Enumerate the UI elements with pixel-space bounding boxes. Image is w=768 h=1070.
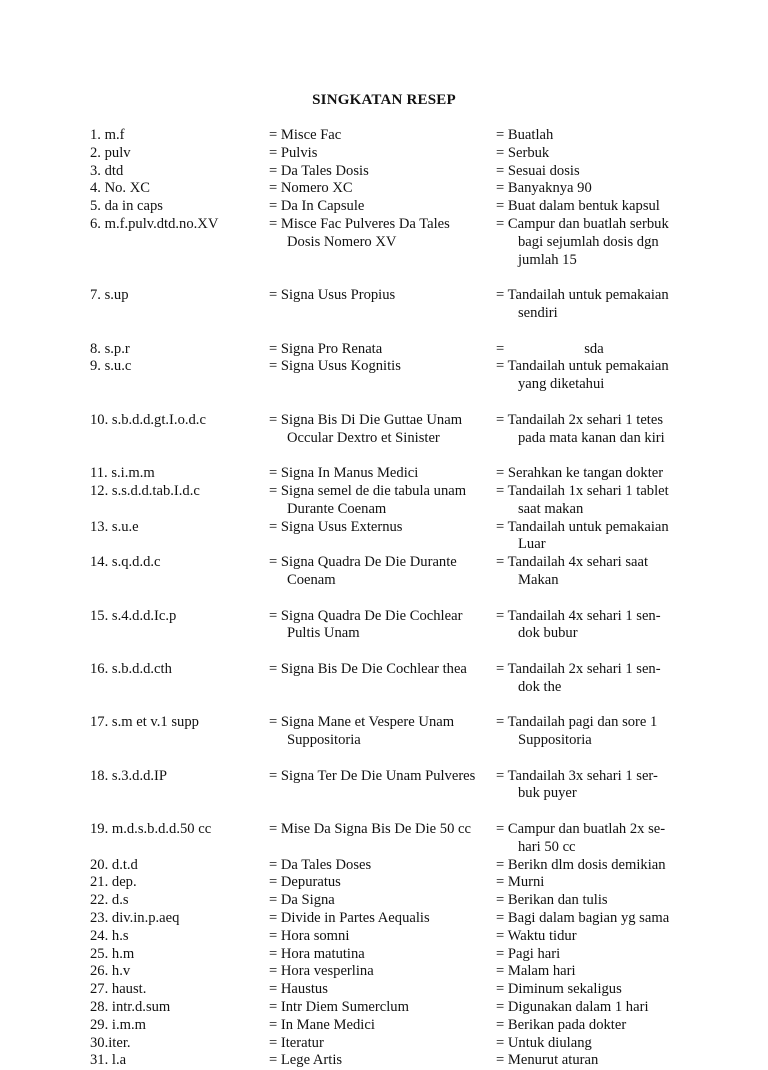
meaning-line: yang diketahui [518,376,605,393]
meaning-line: = Sesuai dosis [496,162,580,179]
abbreviation-code: 25. h.m [90,945,135,962]
abbreviation-code: 12. s.s.d.d.tab.I.d.c [90,482,200,499]
abbreviation-row [90,910,768,928]
meaning-line: = Tandailah 2x sehari 1 sen- [496,660,661,677]
meaning-line: = Untuk diulang [496,1034,592,1051]
row-spacer [90,394,768,412]
latin-term [269,358,496,394]
latin-term [269,180,496,198]
latin-term-line: = Lege Artis [269,1052,343,1069]
meaning-line: bagi sejumlah dosis dgn [518,233,659,250]
meaning-line: Luar [518,536,546,553]
abbreviation-row [90,519,768,555]
abbreviation-row [90,1052,768,1070]
latin-term-line: = Da Tales Doses [269,856,372,873]
meaning-text [496,341,766,359]
latin-term-line: = Signa semel de die tabula unam [269,482,467,499]
latin-term-line: = Signa Bis Di Die Guttae Unam [269,411,463,428]
latin-term [269,127,496,145]
abbreviation-code: 7. s.up [90,287,129,304]
latin-term [269,857,496,875]
meaning-text [496,163,766,181]
abbreviation-row [90,874,768,892]
abbreviation-code: 30.iter. [90,1034,131,1051]
abbreviation-list [90,127,768,1070]
abbreviation-row [90,768,768,804]
meaning-text [496,999,766,1017]
abbreviation-row [90,714,768,750]
abbreviation-row [90,163,768,181]
latin-term-line: = Signa Quadra De Die Durante [269,554,457,571]
latin-term-line: = Haustus [269,981,328,998]
latin-term-line: = Da Signa [269,892,335,909]
latin-term [269,554,496,590]
meaning-text [496,661,766,697]
latin-term-line: = Da In Capsule [269,198,365,215]
meaning-line: = Diminum sekaligus [496,981,622,998]
meaning-line: = Tandailah pagi dan sore 1 [496,714,658,731]
abbreviation-code: 23. div.in.p.aeq [90,910,180,927]
row-spacer [90,643,768,661]
latin-term [269,1035,496,1053]
abbreviation-code: 28. intr.d.sum [90,999,171,1016]
latin-term-line: = Depuratus [269,874,341,891]
abbreviation-row [90,287,768,323]
abbreviation-code: 11. s.i.m.m [90,465,155,482]
latin-term [269,999,496,1017]
meaning-line: = Tandailah 2x sehari 1 tetes [496,411,664,428]
latin-term-line: = Pulvis [269,144,318,161]
meaning-text [496,127,766,145]
abbreviation-row [90,216,768,269]
meaning-text [496,465,766,483]
meaning-line: = Campur dan buatlah serbuk [496,215,669,232]
latin-term-line: Coenam [287,571,336,588]
meaning-line: = Menurut aturan [496,1052,599,1069]
meaning-text [496,519,766,555]
meaning-text [496,1017,766,1035]
latin-term [269,608,496,644]
latin-term-line: = Misce Fac [269,127,342,143]
meaning-line: = Tandailah untuk pemakaian [496,358,669,375]
meaning-text [496,981,766,999]
latin-term-line: = Signa Bis De Die Cochlear thea [269,660,467,677]
meaning-line: = Murni [496,874,545,891]
latin-term [269,946,496,964]
latin-term-line: = Hora somni [269,927,350,944]
latin-term-line: = Mise Da Signa Bis De Die 50 cc [269,821,471,838]
meaning-line: = Tandailah untuk pemakaian [496,287,669,304]
abbreviation-row [90,963,768,981]
abbreviation-code: 15. s.4.d.d.Ic.p [90,607,177,624]
abbreviation-row [90,127,768,145]
meaning-text [496,714,766,750]
meaning-line: = Digunakan dalam 1 hari [496,999,649,1016]
meaning-line [496,341,766,359]
latin-term [269,198,496,216]
meaning-line: pada mata kanan dan kiri [518,429,665,446]
latin-term-line: = Signa In Manus Medici [269,465,419,482]
abbreviation-row [90,465,768,483]
meaning-text [496,554,766,590]
latin-term [269,661,496,697]
latin-term [269,465,496,483]
abbreviation-code: 21. dep. [90,874,137,891]
abbreviation-code: 24. h.s [90,927,129,944]
meaning-line: = Malam hari [496,963,576,980]
abbreviation-code: 27. haust. [90,981,147,998]
meaning-text [496,928,766,946]
latin-term-line: = In Mane Medici [269,1016,375,1033]
abbreviation-row [90,145,768,163]
latin-term [269,963,496,981]
latin-term-line: = Iteratur [269,1034,324,1051]
latin-term-line: Pultis Unam [287,625,360,642]
meaning-line: buk puyer [518,785,577,802]
abbreviation-code: 22. d.s [90,892,129,909]
latin-term [269,714,496,750]
meaning-line: = Buatlah [496,127,554,143]
meaning-text [496,946,766,964]
abbreviation-code: 17. s.m et v.1 supp [90,714,199,731]
meaning-line: sendiri [518,304,558,321]
abbreviation-code: 10. s.b.d.d.gt.I.o.d.c [90,411,206,428]
meaning-text [496,180,766,198]
latin-term [269,1052,496,1070]
latin-term-line: Occular Dextro et Sinister [287,429,440,446]
latin-term-line: = Signa Pro Renata [269,340,383,357]
abbreviation-code: 5. da in caps [90,198,163,215]
abbreviation-code: 18. s.3.d.d.IP [90,767,168,784]
meaning-text [496,1052,766,1070]
meaning-text [496,1035,766,1053]
meaning-line: = Tandailah 4x sehari saat [496,554,649,571]
abbreviation-code: 3. dtd [90,162,124,179]
latin-term [269,483,496,519]
meaning-text [496,216,766,269]
abbreviation-row [90,180,768,198]
abbreviation-code: 14. s.q.d.d.c [90,554,161,571]
meaning-line: = Serbuk [496,144,550,161]
abbreviation-row [90,483,768,519]
abbreviation-row [90,821,768,857]
latin-term [269,163,496,181]
latin-term-line: = Da Tales Dosis [269,162,369,179]
meaning-line: = Pagi hari [496,945,561,962]
abbreviation-row [90,608,768,644]
abbreviation-row [90,999,768,1017]
abbreviation-code: 26. h.v [90,963,131,980]
abbreviation-code: 13. s.u.e [90,518,139,535]
latin-term [269,341,496,359]
abbreviation-row [90,1017,768,1035]
latin-term-line: = Nomero XC [269,180,353,197]
row-spacer [90,750,768,768]
latin-term-line: = Hora matutina [269,945,365,962]
abbreviation-code: 2. pulv [90,144,131,161]
abbreviation-row [90,412,768,448]
meaning-text [496,892,766,910]
abbreviation-code: 31. l.a [90,1052,127,1069]
meaning-text [496,608,766,644]
abbreviation-code: 19. m.d.s.b.d.d.50 cc [90,821,212,838]
abbreviation-row [90,554,768,590]
meaning-text [496,358,766,394]
abbreviation-code: 6. m.f.pulv.dtd.no.XV [90,215,219,232]
meaning-line: = Tandailah untuk pemakaian [496,518,669,535]
meaning-text [496,287,766,323]
latin-term [269,412,496,448]
meaning-text [496,145,766,163]
latin-term-line: = Intr Diem Sumerclum [269,999,409,1016]
row-spacer [90,697,768,715]
document-title: SINGKATAN RESEP [312,92,456,108]
latin-term [269,519,496,555]
meaning-line: saat makan [518,500,584,517]
meaning-text [496,412,766,448]
latin-term-line: Suppositoria [287,732,361,749]
latin-term [269,892,496,910]
latin-term-line: Dosis Nomero XV [287,233,397,250]
latin-term [269,910,496,928]
abbreviation-row [90,661,768,697]
latin-term-line: = Divide in Partes Aequalis [269,910,430,927]
abbreviation-row [90,1035,768,1053]
abbreviation-code: 4. No. XC [90,180,150,197]
meaning-line: Makan [518,571,559,588]
row-spacer [90,323,768,341]
abbreviation-code: 8. s.p.r [90,340,130,357]
meaning-line: = Banyaknya 90 [496,180,592,197]
meaning-line: = Tandailah 1x sehari 1 tablet [496,482,669,499]
latin-term-line: = Signa Usus Propius [269,287,396,304]
latin-term [269,145,496,163]
meaning-line: = Buat dalam bentuk kapsul [496,198,660,215]
latin-term [269,216,496,269]
meaning-line: = Tandailah 3x sehari 1 ser- [496,767,658,784]
latin-term-line: = Signa Usus Kognitis [269,358,401,375]
abbreviation-row [90,341,768,359]
meaning-line: dok the [518,678,562,695]
latin-term [269,874,496,892]
meaning-text [496,821,766,857]
latin-term-line: = Signa Mane et Vespere Unam [269,714,455,731]
abbreviation-row [90,946,768,964]
meaning-line: = Waktu tidur [496,927,577,944]
meaning-text [496,857,766,875]
meaning-line: dok bubur [518,625,578,642]
abbreviation-row [90,358,768,394]
abbreviation-row [90,928,768,946]
latin-term [269,821,496,857]
abbreviation-row [90,892,768,910]
abbreviation-code: 9. s.u.c [90,358,132,375]
latin-term [269,1017,496,1035]
row-spacer [90,447,768,465]
meaning-text [496,874,766,892]
meaning-line: = Campur dan buatlah 2x se- [496,821,666,838]
latin-term [269,928,496,946]
meaning-text [496,963,766,981]
same-as-above-text: sda [584,340,604,357]
latin-term [269,981,496,999]
meaning-line: = Bagi dalam bagian yg sama [496,910,670,927]
latin-term-line: = Hora vesperlina [269,963,374,980]
latin-term-line: = Signa Quadra De Die Cochlear [269,607,463,624]
latin-term [269,287,496,323]
abbreviation-code: 29. i.m.m [90,1016,146,1033]
latin-term-line: = Signa Ter De Die Unam Pulveres [269,767,476,784]
abbreviation-code: 20. d.t.d [90,856,138,873]
meaning-line: jumlah 15 [518,251,577,268]
abbreviation-row [90,981,768,999]
meaning-line: hari 50 cc [518,838,576,855]
meaning-line: Suppositoria [518,732,592,749]
meaning-line: = Berikan dan tulis [496,892,608,909]
meaning-line: = Serahkan ke tangan dokter [496,465,664,482]
meaning-line: = Tandailah 4x sehari 1 sen- [496,607,661,624]
latin-term [269,768,496,804]
meaning-line: = Berikn dlm dosis demikian [496,856,666,873]
meaning-text [496,198,766,216]
meaning-text [496,910,766,928]
latin-term-line: = Signa Usus Externus [269,518,403,535]
abbreviation-row [90,198,768,216]
latin-term-line: = Misce Fac Pulveres Da Tales [269,215,450,232]
abbreviation-code: 1. m.f [90,127,125,143]
abbreviation-row [90,857,768,875]
row-spacer [90,803,768,821]
latin-term-line: Durante Coenam [287,500,387,517]
abbreviation-code: 16. s.b.d.d.cth [90,660,172,677]
row-spacer [90,269,768,287]
equals-sign: = [496,340,505,357]
meaning-text [496,483,766,519]
meaning-line: = Berikan pada dokter [496,1016,627,1033]
row-spacer [90,590,768,608]
meaning-text [496,768,766,804]
